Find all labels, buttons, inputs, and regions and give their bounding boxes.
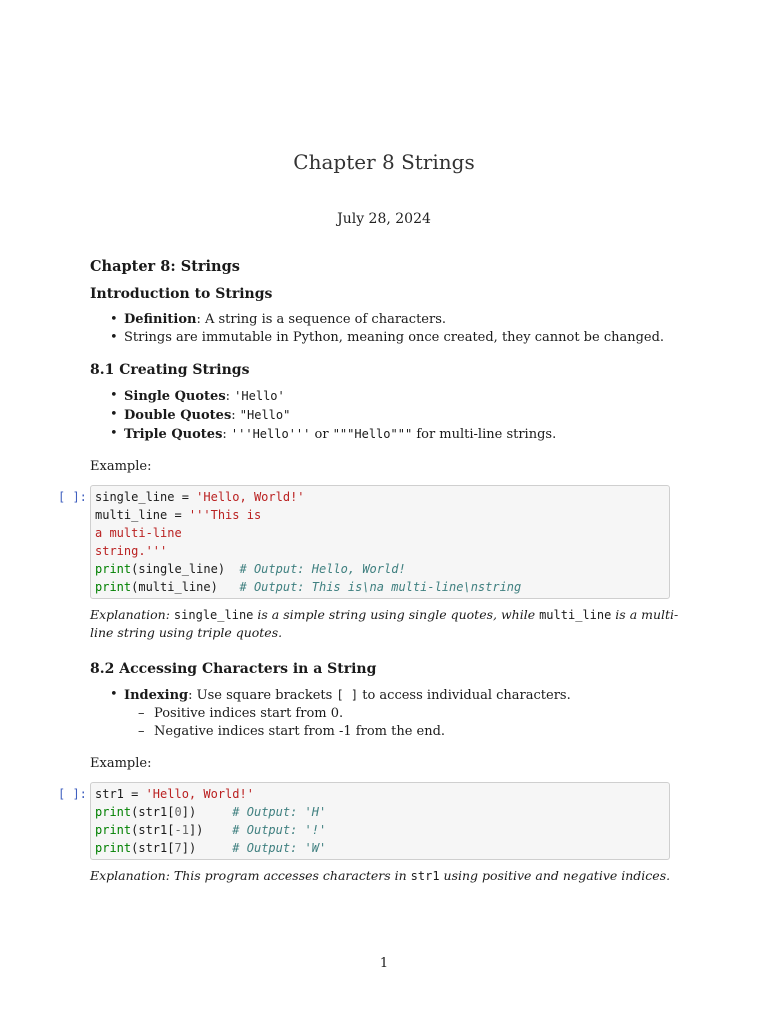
code-token: (str1[ [131,805,175,819]
document-date: July 28, 2024 [337,211,431,227]
document-title: Chapter 8 Strings [293,150,475,174]
section-8-1-heading: 8.1 Creating Strings [90,362,250,378]
list-item: • Single Quotes: 'Hello' [124,387,680,406]
code-comment: # Output: 'W' [232,841,327,855]
triple-suffix: for multi-line strings. [412,427,557,442]
inline-code: single_line [173,608,254,622]
code-token: print [95,841,132,855]
explanation-part: is a multi-line string using triple quotes. [90,607,679,640]
explanation-part: is a simple string using single quotes, while [253,607,540,622]
code-token: ]) [181,841,233,855]
code-token: print [95,805,132,819]
code-token: 'Hello, World!' [145,787,254,801]
sub-list-item: – Negative indices start from -1 from the end. [154,723,680,741]
code-token: ]) [181,805,233,819]
code-token: string.''' [95,544,168,558]
quotes-list [90,387,680,444]
example-label: Example: [90,756,152,771]
inline-code: multi_line [539,608,612,622]
code-token: single_line = [95,490,197,504]
document-body [58,258,680,903]
triple-quotes-term: Triple Quotes [124,427,223,442]
code-token: (multi_line) [131,580,240,594]
code-token: print [95,823,132,837]
indexing-list [90,686,680,741]
indexing-text: : Use square brackets [188,688,337,703]
code-token: print [95,580,132,594]
explanation-text [90,867,680,885]
indexing-text: to access individual characters. [358,688,571,703]
double-quotes-term: Double Quotes [124,408,232,423]
inline-code: '''Hello''' [230,427,311,441]
code-token: str1 = [95,787,146,801]
code-token: 'Hello, World!' [196,490,305,504]
code-token: -1 [174,823,189,837]
explanation-part: using positive and negative indices. [439,868,671,883]
list-item: • Triple Quotes: '''Hello''' or """Hello""" for multi-line strings. [124,425,680,444]
page-number: 1 [379,956,389,971]
example-label: Example: [90,459,152,474]
explanation-part: Explanation: This program accesses characters in [90,868,411,883]
code-token: print [95,562,132,576]
sub-list-item: – Positive indices start from 0. [154,705,680,723]
definition-text: : A string is a sequence of characters. [196,312,447,327]
inline-code: str1 [410,869,440,883]
code-comment: # Output: This is\na multi-line\nstring [239,580,522,594]
code-token: 7 [174,841,182,855]
code-editor[interactable] [90,485,670,599]
intro-heading: Introduction to Strings [90,286,273,302]
definition-term: Definition [124,312,197,327]
cell-prompt: [ ]: [58,787,87,801]
code-editor[interactable] [90,782,670,860]
list-item [124,686,680,741]
code-token: ]) [188,823,233,837]
code-token: multi_line = [95,508,189,522]
explanation-text [90,606,680,642]
inline-code: "Hello" [239,408,291,422]
list-item [124,311,680,329]
code-token: 0 [174,805,182,819]
code-cell[interactable] [58,782,680,860]
code-token: (str1[ [131,841,175,855]
intro-list [90,311,680,347]
list-item: • Strings are immutable in Python, meaning once created, they cannot be changed. [124,329,680,347]
code-token: (single_line) [131,562,240,576]
code-token: (str1[ [131,823,175,837]
single-quotes-term: Single Quotes [124,389,226,404]
code-token: '''This is [188,508,262,522]
section-8-2-heading: 8.2 Accessing Characters in a String [90,661,377,677]
inline-code: [ ] [336,688,359,702]
code-comment: # Output: '!' [232,823,327,837]
text-or: or [310,427,333,442]
inline-code: 'Hello' [234,389,285,403]
list-item: • Double Quotes: "Hello" [124,406,680,425]
code-comment: # Output: 'H' [232,805,327,819]
chapter-heading: Chapter 8: Strings [90,258,240,275]
sub-list [124,705,680,741]
cell-prompt: [ ]: [58,490,87,504]
inline-code: """Hello""" [332,427,413,441]
code-cell[interactable] [58,485,680,599]
code-comment: # Output: Hello, World! [239,562,406,576]
explanation-part: Explanation: [90,607,174,622]
code-token: a multi-line [95,526,182,540]
indexing-term: Indexing [124,688,189,703]
